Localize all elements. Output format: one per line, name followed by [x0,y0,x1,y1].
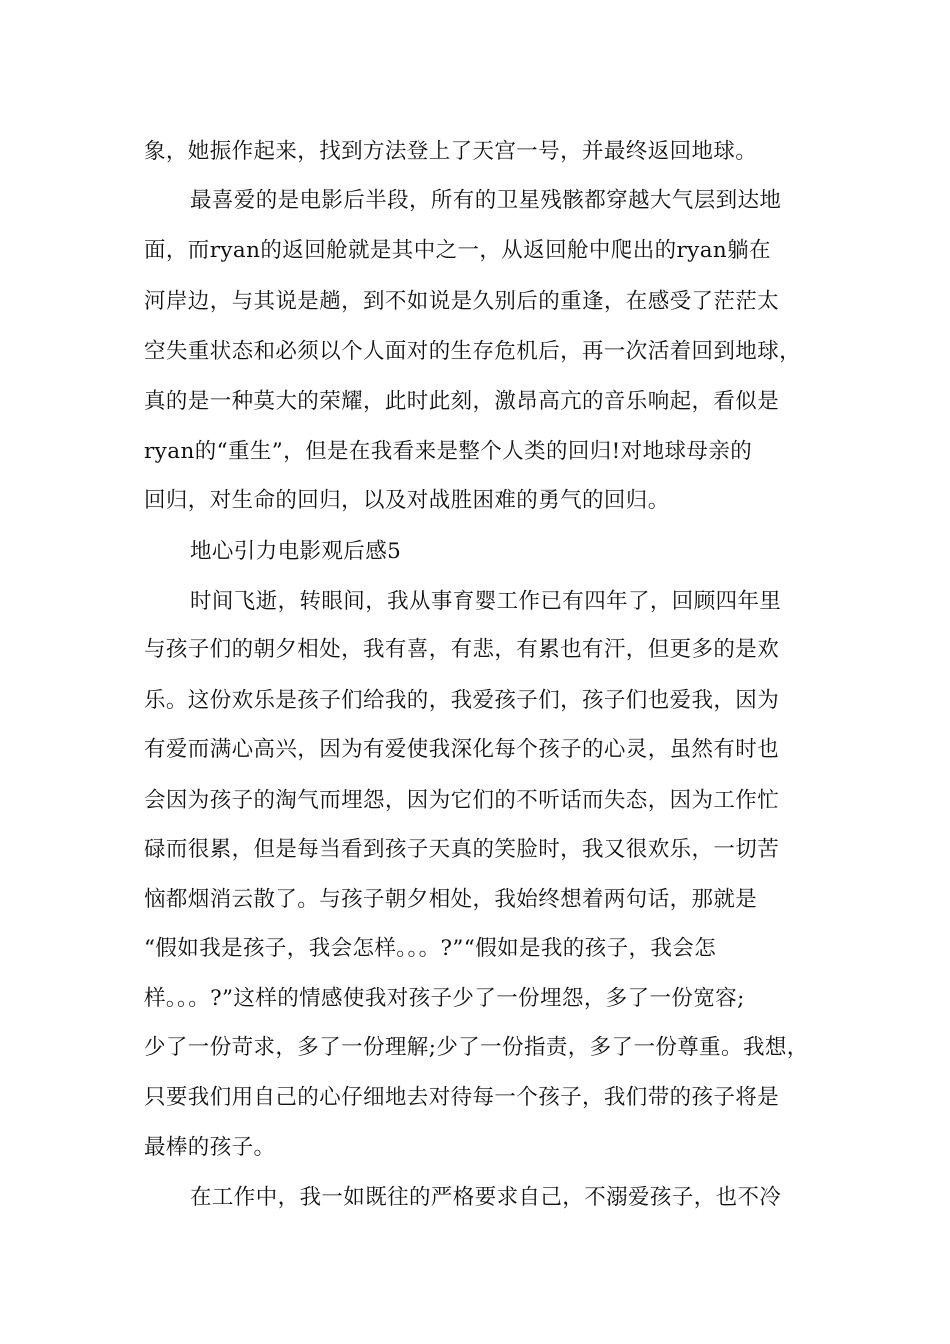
text-line: 会因为孩子的淘气而埋怨，因为它们的不听话而失态，因为工作忙 [144,788,780,813]
text-line: 少了一份苛求，多了一份理解;少了一份指责，多了一份尊重。我想， [144,1035,809,1060]
text-line: ryan的“重生”，但是在我看来是整个人类的回归!对地球母亲的 [144,439,753,464]
text-line: 恼都烟消云散了。与孩子朝夕相处，我始终想着两句话，那就是 [144,887,758,912]
section-heading: 地心引力电影观后感5 [190,539,402,564]
text-line: 回归，对生命的回归，以及对战胜困难的勇气的回归。 [144,488,670,513]
paragraph-first-line: 时间飞逝，转眼间，我从事育婴工作已有四年了，回顾四年里 [190,589,782,614]
text-line: 河岸边，与其说是趟，到不如说是久别后的重逢，在感受了茫茫太 [144,289,780,314]
text-line: 只要我们用自己的心仔细地去对待每一个孩子，我们带的孩子将是 [144,1085,780,1110]
text-line: 与孩子们的朝夕相处，我有喜，有悲，有累也有汗，但更多的是欢 [144,637,780,662]
text-line: 有爱而满心高兴，因为有爱使我深化每个孩子的心灵，虽然有时也 [144,737,780,762]
text-line: 空失重状态和必须以个人面对的生存危机后，再一次活着回到地球， [144,339,802,364]
text-line: 乐。这份欢乐是孩子们给我的，我爱孩子们，孩子们也爱我，因为 [144,688,780,713]
paragraph-first-line: 在工作中，我一如既往的严格要求自己，不溺爱孩子，也不冷 [190,1185,782,1210]
text-line: 碌而很累，但是每当看到孩子天真的笑脸时，我又很欢乐，一切苦 [144,837,780,862]
text-line: 面，而ryan的返回舱就是其中之一，从返回舱中爬出的ryan躺在 [144,238,771,263]
text-line: 最棒的孩子。 [144,1135,276,1160]
text-line: 真的是一种莫大的荣耀，此时此刻，激昂高亢的音乐响起，看似是 [144,389,780,414]
text-line: 样。。。?”这样的情感使我对孩子少了一份埋怨，多了一份宽容; [144,986,745,1011]
paragraph-first-line: 最喜爱的是电影后半段，所有的卫星残骸都穿越大气层到达地 [190,188,782,213]
text-line: 象，她振作起来，找到方法登上了天宫一号，并最终返回地球。 [144,139,758,164]
text-line: “假如我是孩子，我会怎样。。。?”“假如是我的孩子，我会怎 [144,936,717,961]
